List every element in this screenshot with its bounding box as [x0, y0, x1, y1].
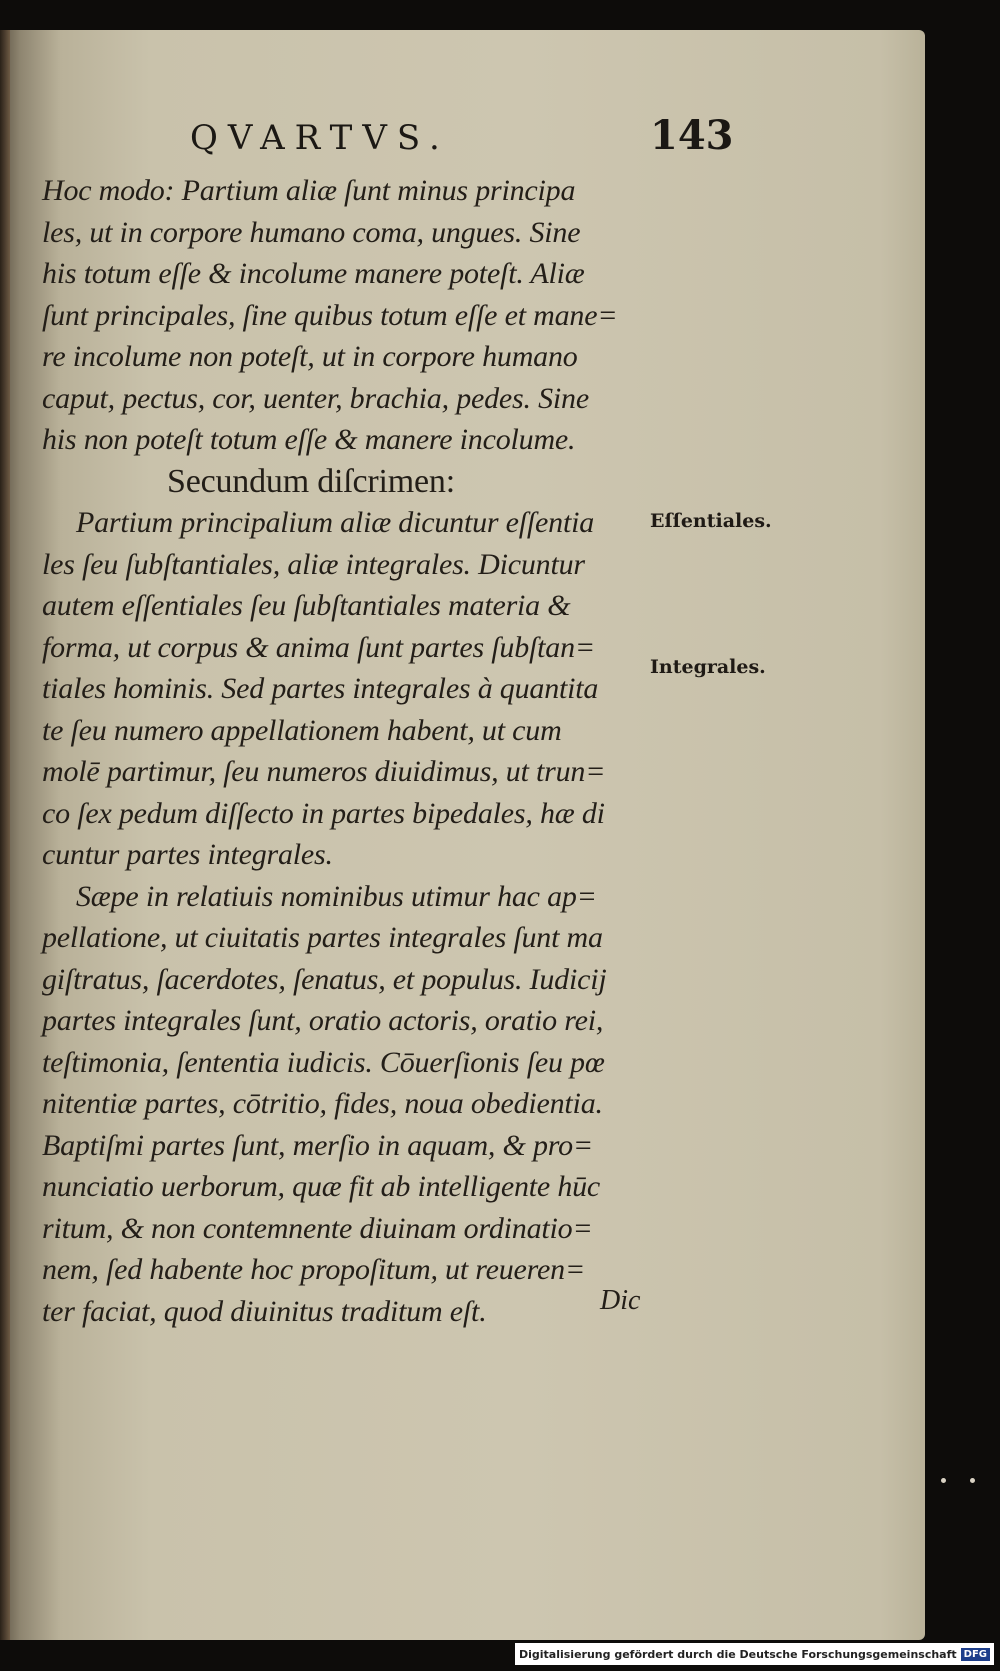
text-line: ter faciat, quod diuinitus traditum eſt.: [42, 1294, 487, 1328]
text-line: te ſeu numero appellationem habent, ut cum: [42, 713, 562, 747]
body-text: [42, 170, 662, 1332]
text-line: Hoc modo: Partium aliæ ſunt minus principa: [42, 174, 576, 207]
text-line: his non poteſt totum eſſe & manere incolume.: [42, 423, 576, 456]
text-line: cuntur partes integrales.: [42, 838, 333, 871]
running-head: QVARTVS.: [190, 118, 450, 158]
text-line: nem, ſed habente hoc propoſitum, ut reueren=: [42, 1253, 585, 1286]
catchword: Dic: [600, 1285, 641, 1316]
text-line: molē partimur, ſeu numeros diuidimus, ut trun=: [42, 755, 606, 788]
text-line: Sæpe in relatiuis nominibus utimur hac ap=: [76, 879, 597, 913]
text-line: nitentiæ partes, cōtritio, fides, noua obedientia.: [42, 1087, 603, 1120]
text-line: ritum, & non contemnente diuinam ordinatio=: [42, 1211, 593, 1245]
text-line: pellatione, ut ciuitatis partes integrales ſunt ma: [42, 921, 603, 954]
text-line: Baptiſmi partes ſunt, merſio in aquam, & pro=: [42, 1128, 593, 1162]
footer-credit: Digitalisierung gefördert durch die Deutsche Forschungsgemeinschaft: [518, 1647, 957, 1661]
text-line: nunciatio uerborum, quæ fit ab intelligente hūc: [42, 1170, 601, 1203]
text-line: caput, pectus, cor, uenter, brachia, pedes. Sine: [42, 381, 589, 415]
text-line: les ſeu ſubſtantiales, aliæ integrales. Dicuntur: [42, 547, 585, 581]
section-heading: Secundum diſcrimen:: [167, 462, 455, 500]
text-line: giſtratus, ſacerdotes, ſenatus, et populus. Iudicij: [42, 962, 607, 996]
text-line: tiales hominis. Sed partes integrales à quantita: [42, 672, 599, 705]
text-line: Partium principalium aliæ dicuntur eſſentia: [76, 506, 595, 539]
text-line: partes integrales ſunt, oratio actoris, oratio rei,: [42, 1004, 604, 1037]
digitization-footer: [515, 1643, 994, 1665]
text-line: teſtimonia, ſententia iudicis. Cōuerſionis ſeu pœ: [42, 1045, 605, 1079]
page-number: 143: [650, 112, 734, 159]
dust-speck: [941, 1478, 946, 1483]
text-line: les, ut in corpore humano coma, ungues. Sine: [42, 215, 581, 249]
marginal-note-integrales: Integrales.: [650, 656, 766, 678]
dust-speck: [970, 1478, 975, 1483]
text-line: autem eſſentiales ſeu ſubſtantiales materia &: [42, 589, 571, 622]
marginal-note-essentiales: Eſſentiales.: [650, 510, 772, 532]
dfg-logo-icon: DFG: [961, 1648, 990, 1661]
text-line: ſunt principales, ſine quibus totum eſſe et mane=: [42, 298, 618, 332]
page-binding-edge: [0, 30, 10, 1640]
text-line: co ſex pedum diſſecto in partes bipedales, hæ di: [42, 796, 605, 830]
text-line: forma, ut corpus & anima ſunt partes ſubſtan=: [42, 630, 595, 664]
text-line: his totum eſſe & incolume manere poteſt. Aliæ: [42, 257, 585, 290]
text-line: re incolume non poteſt, ut in corpore humano: [42, 340, 578, 373]
